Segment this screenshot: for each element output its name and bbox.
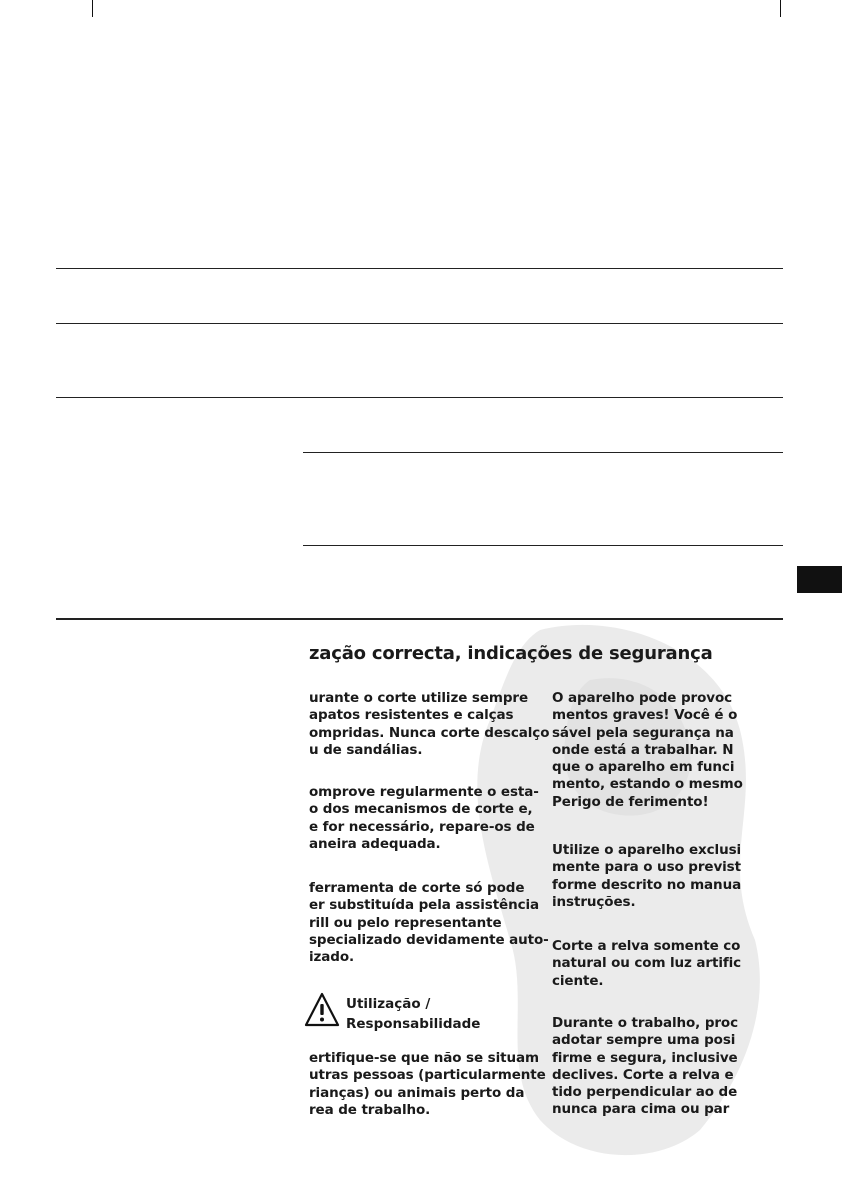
divider-5	[303, 545, 783, 546]
left-paragraph-1: urante o corte utilize sempre apatos resistentes e calças ompridas. Nunca corte descalço u de sandálias.	[309, 690, 550, 758]
right-paragraph-3: Corte a relva somente co natural ou com luz artific ciente.	[552, 938, 742, 989]
section-heading: zação correcta, indicações de segurança	[309, 643, 713, 664]
right-paragraph-2: Utilize o aparelho exclusi mente para o uso previst forme descrito no manua instruções.	[552, 842, 742, 910]
right-paragraph-1: O aparelho pode provoc mentos graves! Você é o sável pela segurança na onde está a trabalhar. N que o aparelho em funci mento, estando o mesmo Perigo de ferimento!	[552, 690, 743, 810]
warning-title: Utilização / Responsabilidade	[346, 996, 481, 1032]
divider-2	[56, 323, 783, 324]
language-tab-marker	[797, 566, 842, 593]
divider-3	[56, 397, 783, 398]
crop-mark-right	[780, 0, 781, 17]
crop-mark-left	[92, 0, 93, 17]
left-paragraph-4: ertifique-se que não se situam utras pessoas (particularmente rianças) ou animais perto da rea de trabalho.	[309, 1050, 546, 1118]
divider-1	[56, 268, 783, 269]
divider-4	[303, 452, 783, 453]
left-paragraph-3: ferramenta de corte só pode er substituída pela assistência rill ou pelo representante specializado devidamente auto- izado.	[309, 880, 549, 966]
warning-triangle-icon	[304, 992, 340, 1028]
left-paragraph-2: omprove regularmente o esta- o dos mecanismos de corte e, e for necessário, repare-os de aneira adequada.	[309, 784, 539, 852]
right-paragraph-4: Durante o trabalho, proc adotar sempre uma posi firme e segura, inclusive declives. Corte a relva e tido perpendicular ao de nunca para cima ou par	[552, 1015, 739, 1118]
